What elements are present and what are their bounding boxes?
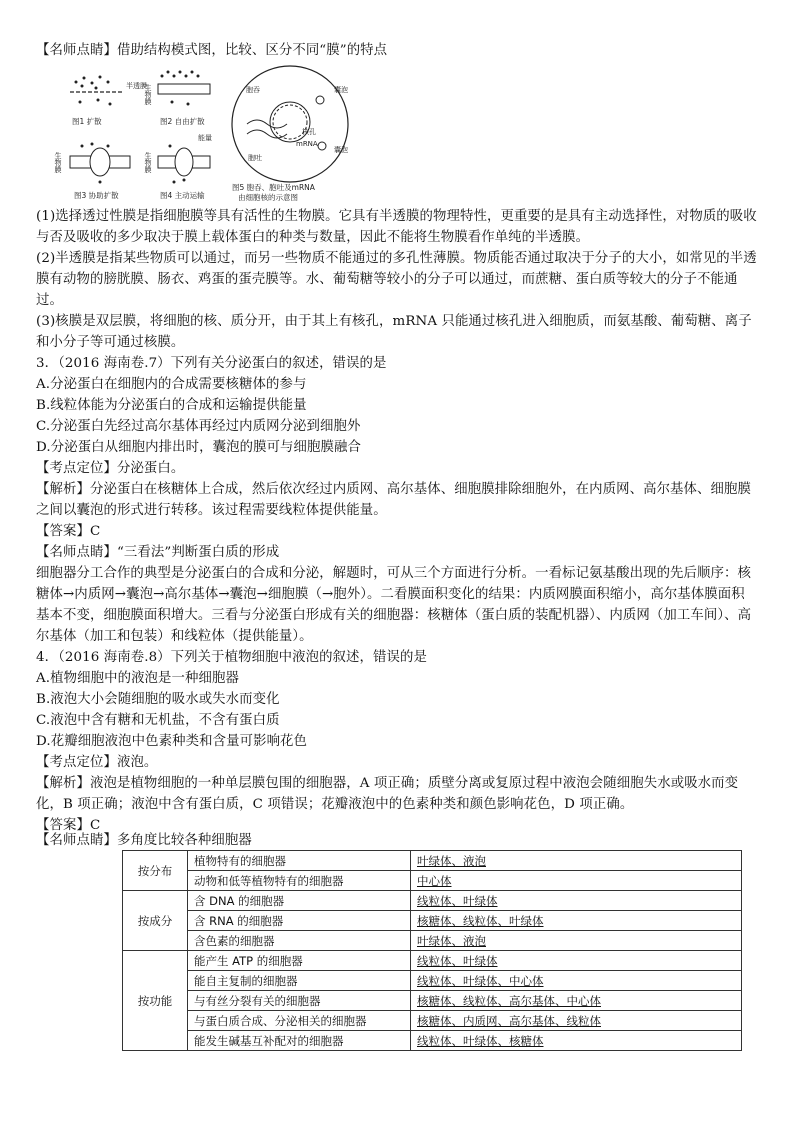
- table-cell-item: 能发生碱基互补配对的细胞器: [188, 1031, 411, 1051]
- table-cell-item: 与蛋白质合成、分泌相关的细胞器: [188, 1011, 411, 1031]
- q3-tip-body: 细胞器分工合作的典型是分泌蛋白的合成和分泌，解题时，可从三个方面进行分析。一看标记氨基酸出现的先后顺序：核糖体→内质网→囊泡→高尔基体→囊泡→细胞膜（→胞外）。二看膜面积变化的结果：内质网膜面积缩小，高尔基体膜面积基本不变，细胞膜面积增大。三看与分泌蛋白形成有关的细胞器：核糖体（蛋白质的装配机器）、内质网（加工车间）、高尔基体（加工和包装）和线粒体（提供能量）。: [36, 566, 752, 644]
- group-distribution: 按分布: [123, 851, 188, 891]
- q4-jiexi: [36, 773, 758, 815]
- fig5-caption-line2: 由细胞核的示意图: [238, 193, 298, 202]
- q4-kaodian-text: 液泡。: [116, 755, 158, 770]
- q4-option-d: D.花瓣细胞液泡中色素种类和含量可影响花色: [36, 734, 308, 749]
- fig5-exocytosis-label: 胞吐: [248, 154, 262, 162]
- q3-option-b: B.线粒体能为分泌蛋白的合成和运输提供能量: [36, 398, 307, 413]
- q4-option-b: B.液泡大小会随细胞的吸水或失水而变化: [36, 692, 280, 707]
- tip-tag: 【名师点睛】: [36, 43, 117, 58]
- fig3-caption: 图3 协助扩散: [74, 191, 119, 200]
- membrane-figure: [52, 64, 392, 204]
- paragraph-3: (3)核膜是双层膜，将细胞的核、质分开，由于其上有核孔，mRNA 只能通过核孔进入细胞质，而氨基酸、葡萄糖、离子和小分子等可通过核膜。: [36, 314, 752, 350]
- table-cell-item: 与有丝分裂有关的细胞器: [188, 991, 411, 1011]
- q3-tip: [36, 542, 758, 563]
- q3-tip-title: “三看法”判断蛋白质的形成: [116, 545, 280, 560]
- fig5-endocytosis-label: 胞吞: [246, 86, 260, 94]
- q4-option-c: C.液泡中含有糖和无机盐，不含有蛋白质: [36, 713, 280, 728]
- fig5-vesicle-label-1: 囊泡: [334, 86, 348, 94]
- table-row: [123, 951, 742, 971]
- fig2-free-diffusion: [144, 71, 210, 127]
- q3-kaodian: [36, 458, 758, 479]
- q3-tip-tag: 【名师点睛】: [36, 545, 117, 560]
- fig3-side-label: 生物膜: [54, 152, 62, 173]
- table-cell-answer: 核糖体、线粒体、叶绿体: [411, 911, 742, 931]
- fig4-side-label: 生物膜: [144, 152, 152, 173]
- tip-text: 借助结构模式图，比较、区分不同“膜”的特点: [116, 43, 388, 58]
- q3-kaodian-text: 分泌蛋白。: [116, 461, 185, 476]
- table-cell-answer: 中心体: [411, 871, 742, 891]
- q3-option-d: D.分泌蛋白从细胞内排出时，囊泡的膜可与细胞膜融合: [36, 440, 361, 455]
- fig2-side-label: 生物膜: [144, 84, 152, 105]
- table-cell-item: 能产生 ATP 的细胞器: [188, 951, 411, 971]
- q4-jiexi-text: 液泡是植物细胞的一种单层膜包围的细胞器，A 项正确；质壁分离或复原过程中液泡会随细胞失水或吸水而变化，B 项正确；液泡中含有蛋白质，C 项错误；花瓣液泡中的色素种类和颜色影响花色，D 项正确。: [36, 776, 739, 812]
- fig5-mrna-label: mRNA: [296, 140, 318, 148]
- fig4-active-transport: [144, 133, 212, 200]
- table-cell-answer: 叶绿体、液泡: [411, 851, 742, 871]
- membrane-diagrams: [52, 64, 392, 204]
- fig3-facilitated-diffusion: [54, 143, 130, 201]
- table-cell-item: 含 DNA 的细胞器: [188, 891, 411, 911]
- table-cell-item: 能自主复制的细胞器: [188, 971, 411, 991]
- paragraph-2: (2)半透膜是指某些物质可以通过，而另一些物质不能通过的多孔性薄膜。物质能否通过取决于分子的大小，如常见的半透膜有动物的膀胱膜、肠衣、鸡蛋的蛋壳膜等。水、葡萄糖等较小的分子可以通过，而蔗糖、蛋白质等较大的分子不能通过。: [36, 251, 757, 308]
- table-cell-answer: 核糖体、内质网、高尔基体、线粒体: [411, 1011, 742, 1031]
- fig1-label: 半透膜: [126, 82, 147, 90]
- q4-jiexi-tag: 【解析】: [36, 776, 90, 791]
- table-cell-item: 含色素的细胞器: [188, 931, 411, 951]
- table-row: [123, 991, 742, 1011]
- table-cell-item: 植物特有的细胞器: [188, 851, 411, 871]
- table-cell-answer: 线粒体、叶绿体、中心体: [411, 971, 742, 991]
- q4-kaodian-tag: 【考点定位】: [36, 755, 117, 770]
- table-cell-answer: 线粒体、叶绿体: [411, 891, 742, 911]
- table-cell-answer: 线粒体、叶绿体: [411, 951, 742, 971]
- q4-kaodian: [36, 752, 758, 773]
- group-composition: 按成分: [123, 891, 188, 951]
- table-row: [123, 891, 742, 911]
- q4-tip: [36, 830, 758, 851]
- fig5-vesicle-label-2: 囊泡: [334, 146, 348, 154]
- q4-tip-tag: 【名师点睛】: [36, 833, 117, 848]
- q3-answer: [36, 521, 758, 542]
- fig5-pore-label: 核孔: [302, 128, 316, 136]
- q3-jiexi-tag: 【解析】: [36, 482, 90, 497]
- q4-tip-title: 多角度比较各种细胞器: [116, 833, 252, 848]
- q4-stem: 4．（2016 海南卷.8）下列关于植物细胞中液泡的叙述，错误的是: [36, 650, 427, 665]
- fig1-caption: 图1 扩散: [72, 117, 102, 126]
- fig5-cell-diagram: [232, 66, 348, 202]
- table-row: [123, 1031, 742, 1051]
- q3-option-a: A.分泌蛋白在细胞内的合成需要核糖体的参与: [36, 377, 307, 392]
- paragraph-1: (1)选择透过性膜是指细胞膜等具有活性的生物膜。它具有半透膜的物理特性，更重要的是具有主动选择性，对物质的吸收与否及吸收的多少取决于膜上载体蛋白的种类与数量，因此不能将生物膜看作单纯的半透膜。: [36, 209, 757, 245]
- fig2-caption: 图2 自由扩散: [160, 117, 205, 126]
- fig4-energy-label: 能量: [198, 134, 212, 142]
- fig5-caption-line1: 图5 胞吞、胞吐及mRNA: [232, 183, 315, 192]
- fig4-caption: 图4 主动运输: [160, 191, 205, 200]
- q4-answer-value: C: [89, 818, 101, 833]
- table-cell-answer: 线粒体、叶绿体、核糖体: [411, 1031, 742, 1051]
- q3-answer-value: C: [89, 524, 101, 539]
- table-row: [123, 971, 742, 991]
- membrane-tip: [36, 40, 758, 61]
- q3-option-c: C.分泌蛋白先经过高尔基体再经过内质网分泌到细胞外: [36, 419, 361, 434]
- table-row: [123, 871, 742, 891]
- table-cell-item: 含 RNA 的细胞器: [188, 911, 411, 931]
- group-function: 按功能: [123, 951, 188, 1051]
- q4-answer-tag: 【答案】: [36, 818, 90, 833]
- q4-option-a: A.植物细胞中的液泡是一种细胞器: [36, 671, 239, 686]
- q3-stem: 3．（2016 海南卷.7）下列有关分泌蛋白的叙述，错误的是: [36, 356, 387, 371]
- q3-jiexi: [36, 479, 758, 521]
- q3-answer-tag: 【答案】: [36, 524, 90, 539]
- table-cell-answer: 核糖体、线粒体、高尔基体、中心体: [411, 991, 742, 1011]
- fig1-diffusion: [70, 76, 147, 127]
- table-row: [123, 931, 742, 951]
- table-row: [123, 911, 742, 931]
- table-cell-answer: 叶绿体、液泡: [411, 931, 742, 951]
- table-row: [123, 851, 742, 871]
- q3-jiexi-text: 分泌蛋白在核糖体上合成，然后依次经过内质网、高尔基体、细胞膜排除细胞外，在内质网、高尔基体、细胞膜之间以囊泡的形式进行转移。该过程需要线粒体提供能量。: [36, 482, 752, 518]
- q3-kaodian-tag: 【考点定位】: [36, 461, 117, 476]
- table-cell-item: 动物和低等植物特有的细胞器: [188, 871, 411, 891]
- table-row: [123, 1011, 742, 1031]
- organelle-comparison-table: [122, 850, 742, 1051]
